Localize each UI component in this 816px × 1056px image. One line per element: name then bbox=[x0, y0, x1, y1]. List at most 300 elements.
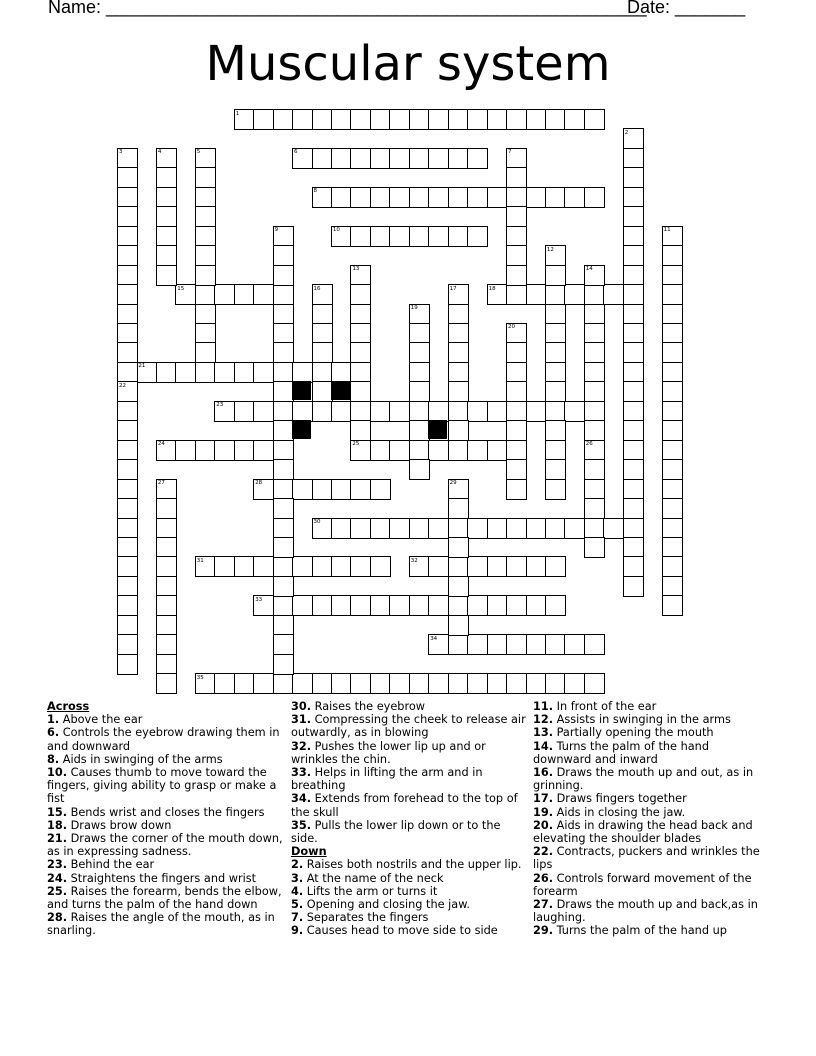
grid-cell[interactable] bbox=[545, 362, 566, 383]
grid-cell[interactable] bbox=[350, 381, 371, 402]
grid-cell[interactable] bbox=[117, 576, 138, 597]
grid-cell[interactable] bbox=[428, 148, 449, 169]
grid-cell[interactable] bbox=[253, 109, 274, 130]
grid-cell[interactable] bbox=[312, 673, 333, 694]
grid-cell[interactable] bbox=[350, 518, 371, 539]
grid-cell[interactable] bbox=[195, 440, 216, 461]
grid-cell[interactable] bbox=[448, 362, 469, 383]
grid-cell[interactable] bbox=[545, 109, 566, 130]
grid-cell[interactable] bbox=[156, 634, 177, 655]
grid-cell[interactable] bbox=[156, 556, 177, 577]
grid-cell[interactable] bbox=[448, 420, 469, 441]
grid-cell[interactable] bbox=[350, 187, 371, 208]
grid-cell[interactable] bbox=[389, 595, 410, 616]
grid-cell[interactable] bbox=[273, 284, 294, 305]
grid-cell[interactable] bbox=[389, 518, 410, 539]
grid-cell[interactable] bbox=[662, 304, 683, 325]
grid-cell[interactable] bbox=[409, 518, 430, 539]
grid-cell[interactable] bbox=[312, 342, 333, 363]
grid-cell[interactable] bbox=[331, 362, 352, 383]
grid-cell[interactable] bbox=[623, 381, 644, 402]
name-field[interactable]: Name: ______________________________________________________ bbox=[48, 0, 647, 17]
grid-cell[interactable] bbox=[117, 615, 138, 636]
grid-cell[interactable] bbox=[117, 304, 138, 325]
grid-cell[interactable] bbox=[623, 206, 644, 227]
grid-cell[interactable] bbox=[214, 284, 235, 305]
grid-cell[interactable] bbox=[389, 226, 410, 247]
grid-cell[interactable] bbox=[195, 304, 216, 325]
grid-cell[interactable] bbox=[467, 440, 488, 461]
grid-cell[interactable] bbox=[506, 556, 527, 577]
grid-cell[interactable] bbox=[662, 401, 683, 422]
grid-cell[interactable] bbox=[545, 187, 566, 208]
grid-cell[interactable] bbox=[506, 401, 527, 422]
grid-cell[interactable] bbox=[623, 537, 644, 558]
grid-cell[interactable] bbox=[292, 595, 313, 616]
grid-cell[interactable] bbox=[623, 284, 644, 305]
grid-cell[interactable] bbox=[253, 556, 274, 577]
grid-cell[interactable] bbox=[350, 342, 371, 363]
grid-cell[interactable] bbox=[350, 148, 371, 169]
grid-cell[interactable] bbox=[117, 556, 138, 577]
grid-cell[interactable] bbox=[526, 187, 547, 208]
grid-cell[interactable] bbox=[370, 226, 391, 247]
grid-cell[interactable] bbox=[273, 518, 294, 539]
grid-cell[interactable] bbox=[448, 226, 469, 247]
grid-cell[interactable] bbox=[312, 556, 333, 577]
grid-cell[interactable] bbox=[662, 595, 683, 616]
grid-cell[interactable] bbox=[195, 206, 216, 227]
grid-cell[interactable] bbox=[623, 362, 644, 383]
grid-cell[interactable] bbox=[506, 245, 527, 266]
grid-cell[interactable] bbox=[312, 304, 333, 325]
grid-cell[interactable] bbox=[506, 284, 527, 305]
grid-cell[interactable] bbox=[214, 440, 235, 461]
grid-cell[interactable] bbox=[117, 479, 138, 500]
grid-cell[interactable] bbox=[350, 401, 371, 422]
grid-cell[interactable] bbox=[117, 654, 138, 675]
grid-cell[interactable] bbox=[584, 518, 605, 539]
grid-cell[interactable] bbox=[292, 673, 313, 694]
grid-cell[interactable] bbox=[292, 109, 313, 130]
grid-cell[interactable] bbox=[623, 226, 644, 247]
grid-cell[interactable] bbox=[506, 167, 527, 188]
grid-cell[interactable] bbox=[545, 673, 566, 694]
grid-cell[interactable] bbox=[487, 187, 508, 208]
grid-cell[interactable] bbox=[448, 440, 469, 461]
grid-cell[interactable] bbox=[253, 673, 274, 694]
grid-cell[interactable] bbox=[312, 479, 333, 500]
grid-cell[interactable] bbox=[273, 615, 294, 636]
grid-cell[interactable] bbox=[234, 362, 255, 383]
grid-cell[interactable] bbox=[409, 440, 430, 461]
grid-cell[interactable] bbox=[662, 498, 683, 519]
grid-cell[interactable] bbox=[195, 245, 216, 266]
grid-cell[interactable] bbox=[564, 518, 585, 539]
grid-cell[interactable] bbox=[487, 518, 508, 539]
grid-cell[interactable] bbox=[195, 167, 216, 188]
grid-cell[interactable] bbox=[370, 479, 391, 500]
grid-cell[interactable] bbox=[370, 518, 391, 539]
grid-cell[interactable] bbox=[526, 673, 547, 694]
grid-cell[interactable] bbox=[448, 381, 469, 402]
grid-cell[interactable] bbox=[564, 673, 585, 694]
grid-cell[interactable] bbox=[623, 167, 644, 188]
grid-cell[interactable] bbox=[467, 518, 488, 539]
grid-cell[interactable] bbox=[273, 595, 294, 616]
grid-cell[interactable] bbox=[292, 401, 313, 422]
grid-cell[interactable] bbox=[448, 615, 469, 636]
grid-cell[interactable] bbox=[584, 537, 605, 558]
grid-cell[interactable] bbox=[409, 420, 430, 441]
grid-cell[interactable] bbox=[292, 479, 313, 500]
grid-cell[interactable] bbox=[117, 537, 138, 558]
grid-cell[interactable] bbox=[506, 440, 527, 461]
grid-cell[interactable] bbox=[428, 109, 449, 130]
grid-cell[interactable] bbox=[467, 595, 488, 616]
grid-cell[interactable] bbox=[448, 148, 469, 169]
grid-cell[interactable] bbox=[195, 342, 216, 363]
grid-cell[interactable] bbox=[350, 109, 371, 130]
grid-cell[interactable] bbox=[350, 673, 371, 694]
grid-cell[interactable] bbox=[526, 109, 547, 130]
grid-cell[interactable] bbox=[409, 148, 430, 169]
grid-cell[interactable] bbox=[623, 187, 644, 208]
grid-cell[interactable] bbox=[273, 673, 294, 694]
grid-cell[interactable] bbox=[623, 556, 644, 577]
grid-cell[interactable] bbox=[428, 518, 449, 539]
grid-cell[interactable] bbox=[545, 556, 566, 577]
grid-cell[interactable] bbox=[195, 226, 216, 247]
grid-cell[interactable] bbox=[623, 518, 644, 539]
grid-cell[interactable] bbox=[273, 459, 294, 480]
grid-cell[interactable] bbox=[526, 518, 547, 539]
grid-cell[interactable] bbox=[156, 187, 177, 208]
grid-cell[interactable] bbox=[467, 226, 488, 247]
grid-cell[interactable] bbox=[156, 595, 177, 616]
grid-cell[interactable] bbox=[117, 401, 138, 422]
grid-cell[interactable] bbox=[156, 537, 177, 558]
grid-cell[interactable] bbox=[506, 206, 527, 227]
grid-cell[interactable] bbox=[331, 401, 352, 422]
grid-cell[interactable] bbox=[448, 576, 469, 597]
grid-cell[interactable] bbox=[662, 479, 683, 500]
grid-cell[interactable] bbox=[584, 362, 605, 383]
grid-cell[interactable] bbox=[623, 459, 644, 480]
grid-cell[interactable] bbox=[448, 323, 469, 344]
grid-cell[interactable] bbox=[117, 187, 138, 208]
grid-cell[interactable] bbox=[526, 595, 547, 616]
grid-cell[interactable] bbox=[506, 362, 527, 383]
grid-cell[interactable] bbox=[409, 323, 430, 344]
grid-cell[interactable] bbox=[273, 304, 294, 325]
grid-cell[interactable] bbox=[156, 518, 177, 539]
grid-cell[interactable] bbox=[156, 362, 177, 383]
grid-cell[interactable] bbox=[448, 595, 469, 616]
grid-cell[interactable] bbox=[623, 498, 644, 519]
grid-cell[interactable] bbox=[409, 226, 430, 247]
grid-cell[interactable] bbox=[273, 498, 294, 519]
grid-cell[interactable] bbox=[273, 362, 294, 383]
grid-cell[interactable] bbox=[117, 245, 138, 266]
grid-cell[interactable] bbox=[292, 556, 313, 577]
grid-cell[interactable] bbox=[273, 537, 294, 558]
grid-cell[interactable] bbox=[370, 673, 391, 694]
grid-cell[interactable] bbox=[448, 556, 469, 577]
grid-cell[interactable] bbox=[312, 401, 333, 422]
grid-cell[interactable] bbox=[253, 401, 274, 422]
grid-cell[interactable] bbox=[350, 479, 371, 500]
grid-cell[interactable] bbox=[370, 401, 391, 422]
grid-cell[interactable] bbox=[156, 673, 177, 694]
grid-cell[interactable] bbox=[487, 440, 508, 461]
grid-cell[interactable] bbox=[389, 148, 410, 169]
grid-cell[interactable] bbox=[117, 323, 138, 344]
grid-cell[interactable] bbox=[487, 673, 508, 694]
grid-cell[interactable] bbox=[584, 342, 605, 363]
grid-cell[interactable] bbox=[273, 245, 294, 266]
grid-cell[interactable] bbox=[467, 673, 488, 694]
grid-cell[interactable] bbox=[156, 226, 177, 247]
grid-cell[interactable] bbox=[214, 673, 235, 694]
grid-cell[interactable] bbox=[234, 401, 255, 422]
grid-cell[interactable] bbox=[526, 401, 547, 422]
grid-cell[interactable] bbox=[428, 440, 449, 461]
grid-cell[interactable] bbox=[623, 265, 644, 286]
grid-cell[interactable] bbox=[623, 245, 644, 266]
grid-cell[interactable] bbox=[350, 323, 371, 344]
grid-cell[interactable] bbox=[273, 634, 294, 655]
grid-cell[interactable] bbox=[195, 265, 216, 286]
grid-cell[interactable] bbox=[409, 401, 430, 422]
grid-cell[interactable] bbox=[487, 595, 508, 616]
grid-cell[interactable] bbox=[428, 556, 449, 577]
grid-cell[interactable] bbox=[428, 595, 449, 616]
grid-cell[interactable] bbox=[584, 381, 605, 402]
grid-cell[interactable] bbox=[662, 265, 683, 286]
grid-cell[interactable] bbox=[409, 342, 430, 363]
grid-cell[interactable] bbox=[175, 362, 196, 383]
grid-cell[interactable] bbox=[584, 673, 605, 694]
grid-cell[interactable] bbox=[156, 576, 177, 597]
grid-cell[interactable] bbox=[487, 401, 508, 422]
grid-cell[interactable] bbox=[331, 109, 352, 130]
grid-cell[interactable] bbox=[117, 420, 138, 441]
grid-cell[interactable] bbox=[506, 109, 527, 130]
grid-cell[interactable] bbox=[623, 479, 644, 500]
grid-cell[interactable] bbox=[448, 342, 469, 363]
grid-cell[interactable] bbox=[389, 440, 410, 461]
grid-cell[interactable] bbox=[312, 381, 333, 402]
grid-cell[interactable] bbox=[350, 595, 371, 616]
grid-cell[interactable] bbox=[331, 673, 352, 694]
grid-cell[interactable] bbox=[448, 673, 469, 694]
grid-cell[interactable] bbox=[350, 226, 371, 247]
grid-cell[interactable] bbox=[273, 479, 294, 500]
grid-cell[interactable] bbox=[253, 362, 274, 383]
grid-cell[interactable] bbox=[370, 440, 391, 461]
grid-cell[interactable] bbox=[117, 634, 138, 655]
grid-cell[interactable] bbox=[506, 459, 527, 480]
grid-cell[interactable] bbox=[389, 401, 410, 422]
grid-cell[interactable] bbox=[273, 323, 294, 344]
grid-cell[interactable] bbox=[545, 479, 566, 500]
grid-cell[interactable] bbox=[467, 556, 488, 577]
grid-cell[interactable] bbox=[526, 556, 547, 577]
grid-cell[interactable] bbox=[156, 206, 177, 227]
grid-cell[interactable] bbox=[623, 440, 644, 461]
grid-cell[interactable] bbox=[545, 634, 566, 655]
grid-cell[interactable] bbox=[273, 401, 294, 422]
grid-cell[interactable] bbox=[370, 187, 391, 208]
grid-cell[interactable] bbox=[662, 459, 683, 480]
grid-cell[interactable] bbox=[175, 440, 196, 461]
grid-cell[interactable] bbox=[117, 362, 138, 383]
grid-cell[interactable] bbox=[156, 498, 177, 519]
grid-cell[interactable] bbox=[273, 109, 294, 130]
grid-cell[interactable] bbox=[117, 342, 138, 363]
grid-cell[interactable] bbox=[584, 323, 605, 344]
grid-cell[interactable] bbox=[117, 206, 138, 227]
grid-cell[interactable] bbox=[623, 342, 644, 363]
grid-cell[interactable] bbox=[312, 323, 333, 344]
grid-cell[interactable] bbox=[117, 459, 138, 480]
grid-cell[interactable] bbox=[584, 634, 605, 655]
grid-cell[interactable] bbox=[448, 304, 469, 325]
grid-cell[interactable] bbox=[662, 381, 683, 402]
grid-cell[interactable] bbox=[428, 187, 449, 208]
grid-cell[interactable] bbox=[253, 284, 274, 305]
grid-cell[interactable] bbox=[487, 634, 508, 655]
grid-cell[interactable] bbox=[467, 634, 488, 655]
grid-cell[interactable] bbox=[117, 498, 138, 519]
grid-cell[interactable] bbox=[526, 284, 547, 305]
grid-cell[interactable] bbox=[662, 440, 683, 461]
grid-cell[interactable] bbox=[409, 362, 430, 383]
grid-cell[interactable] bbox=[273, 265, 294, 286]
grid-cell[interactable] bbox=[273, 556, 294, 577]
grid-cell[interactable] bbox=[545, 381, 566, 402]
grid-cell[interactable] bbox=[448, 518, 469, 539]
grid-cell[interactable] bbox=[506, 479, 527, 500]
grid-cell[interactable] bbox=[117, 284, 138, 305]
grid-cell[interactable] bbox=[448, 498, 469, 519]
grid-cell[interactable] bbox=[506, 420, 527, 441]
grid-cell[interactable] bbox=[584, 498, 605, 519]
grid-cell[interactable] bbox=[467, 148, 488, 169]
grid-cell[interactable] bbox=[623, 304, 644, 325]
grid-cell[interactable] bbox=[331, 479, 352, 500]
grid-cell[interactable] bbox=[331, 595, 352, 616]
grid-cell[interactable] bbox=[448, 634, 469, 655]
grid-cell[interactable] bbox=[545, 265, 566, 286]
grid-cell[interactable] bbox=[117, 167, 138, 188]
grid-cell[interactable] bbox=[448, 401, 469, 422]
grid-cell[interactable] bbox=[370, 148, 391, 169]
grid-cell[interactable] bbox=[273, 576, 294, 597]
grid-cell[interactable] bbox=[156, 167, 177, 188]
grid-cell[interactable] bbox=[156, 265, 177, 286]
grid-cell[interactable] bbox=[117, 265, 138, 286]
grid-cell[interactable] bbox=[603, 284, 624, 305]
grid-cell[interactable] bbox=[214, 556, 235, 577]
grid-cell[interactable] bbox=[584, 479, 605, 500]
grid-cell[interactable] bbox=[662, 342, 683, 363]
grid-cell[interactable] bbox=[370, 556, 391, 577]
grid-cell[interactable] bbox=[350, 556, 371, 577]
grid-cell[interactable] bbox=[584, 284, 605, 305]
grid-cell[interactable] bbox=[506, 381, 527, 402]
grid-cell[interactable] bbox=[448, 537, 469, 558]
grid-cell[interactable] bbox=[273, 420, 294, 441]
grid-cell[interactable] bbox=[467, 401, 488, 422]
grid-cell[interactable] bbox=[273, 440, 294, 461]
grid-cell[interactable] bbox=[506, 518, 527, 539]
grid-cell[interactable] bbox=[506, 187, 527, 208]
grid-cell[interactable] bbox=[662, 284, 683, 305]
grid-cell[interactable] bbox=[564, 187, 585, 208]
grid-cell[interactable] bbox=[623, 576, 644, 597]
grid-cell[interactable] bbox=[584, 401, 605, 422]
grid-cell[interactable] bbox=[273, 381, 294, 402]
grid-cell[interactable] bbox=[448, 187, 469, 208]
grid-cell[interactable] bbox=[312, 109, 333, 130]
grid-cell[interactable] bbox=[487, 556, 508, 577]
grid-cell[interactable] bbox=[545, 342, 566, 363]
grid-cell[interactable] bbox=[117, 440, 138, 461]
grid-cell[interactable] bbox=[564, 634, 585, 655]
grid-cell[interactable] bbox=[662, 323, 683, 344]
grid-cell[interactable] bbox=[195, 362, 216, 383]
grid-cell[interactable] bbox=[506, 265, 527, 286]
grid-cell[interactable] bbox=[350, 304, 371, 325]
grid-cell[interactable] bbox=[409, 459, 430, 480]
grid-cell[interactable] bbox=[331, 556, 352, 577]
grid-cell[interactable] bbox=[234, 556, 255, 577]
grid-cell[interactable] bbox=[623, 148, 644, 169]
grid-cell[interactable] bbox=[389, 673, 410, 694]
grid-cell[interactable] bbox=[545, 401, 566, 422]
grid-cell[interactable] bbox=[603, 518, 624, 539]
grid-cell[interactable] bbox=[350, 420, 371, 441]
grid-cell[interactable] bbox=[409, 595, 430, 616]
grid-cell[interactable] bbox=[409, 109, 430, 130]
grid-cell[interactable] bbox=[312, 362, 333, 383]
grid-cell[interactable] bbox=[370, 595, 391, 616]
grid-cell[interactable] bbox=[584, 420, 605, 441]
grid-cell[interactable] bbox=[273, 342, 294, 363]
grid-cell[interactable] bbox=[273, 654, 294, 675]
grid-cell[interactable] bbox=[350, 284, 371, 305]
grid-cell[interactable] bbox=[662, 420, 683, 441]
grid-cell[interactable] bbox=[487, 109, 508, 130]
grid-cell[interactable] bbox=[506, 634, 527, 655]
grid-cell[interactable] bbox=[584, 459, 605, 480]
grid-cell[interactable] bbox=[545, 440, 566, 461]
grid-cell[interactable] bbox=[156, 615, 177, 636]
grid-cell[interactable] bbox=[234, 440, 255, 461]
grid-cell[interactable] bbox=[117, 518, 138, 539]
grid-cell[interactable] bbox=[506, 673, 527, 694]
grid-cell[interactable] bbox=[389, 187, 410, 208]
grid-cell[interactable] bbox=[448, 109, 469, 130]
grid-cell[interactable] bbox=[389, 109, 410, 130]
grid-cell[interactable] bbox=[234, 673, 255, 694]
grid-cell[interactable] bbox=[428, 401, 449, 422]
grid-cell[interactable] bbox=[545, 595, 566, 616]
grid-cell[interactable] bbox=[623, 420, 644, 441]
grid-cell[interactable] bbox=[312, 148, 333, 169]
